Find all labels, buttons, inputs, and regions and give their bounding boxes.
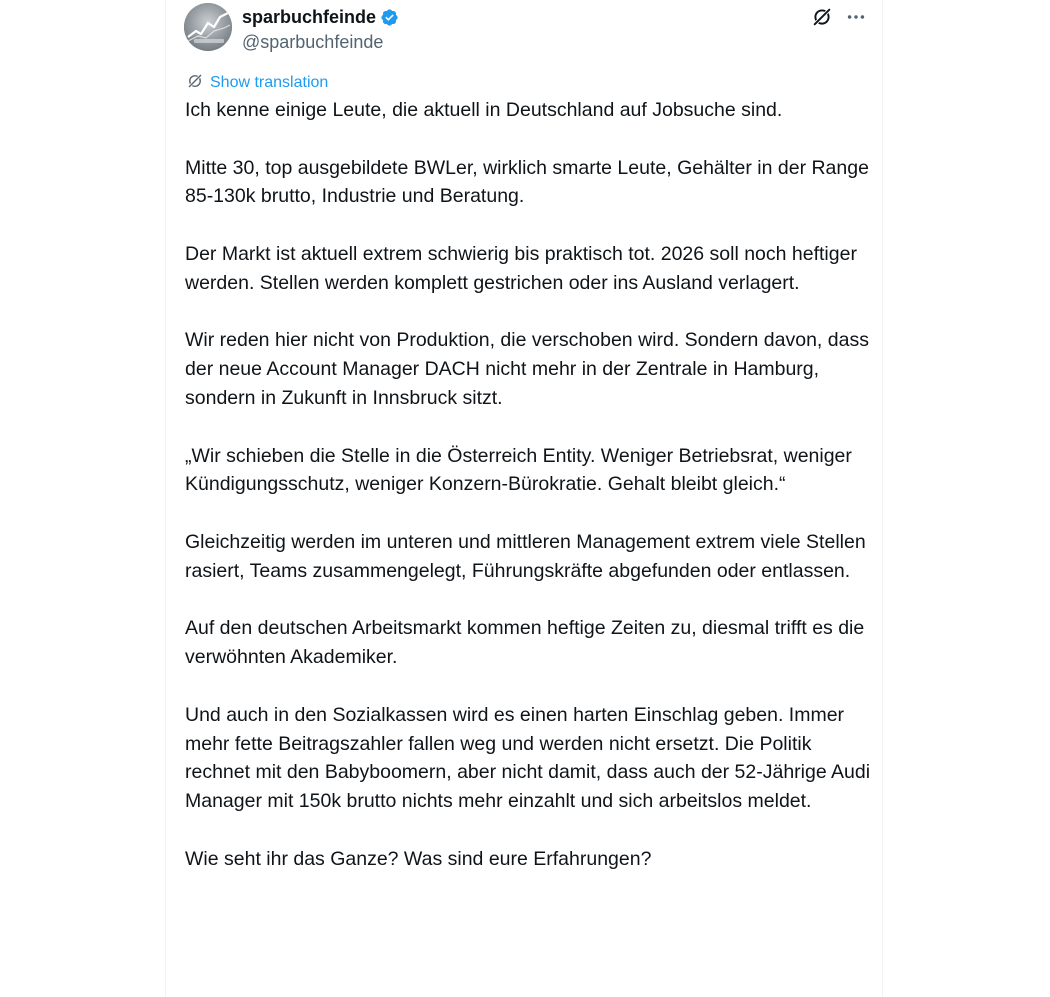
show-translation-label: Show translation (210, 74, 329, 91)
tweet-paragraph: „Wir schieben die Stelle in die Österreich Entity. Weniger Betriebsrat, weniger Kündigungsschutz, weniger Konzern-Bürokratie. Gehalt bleibt gleich.“ (185, 444, 852, 496)
tweet-card (165, 0, 883, 997)
tweet-paragraph: Mitte 30, top ausgebildete BWLer, wirklich smarte Leute, Gehälter in der Range 85-130k brutto, Industrie und Beratung. (185, 156, 869, 208)
name-row (242, 5, 399, 29)
verified-badge-icon[interactable] (380, 8, 399, 27)
tweet-paragraph: Wir reden hier nicht von Produktion, die verschoben wird. Sondern davon, dass der neue Account Manager DACH nicht mehr in der Zentrale in Hamburg, sondern in Zukunft in Innsbruck sitzt. (185, 329, 869, 409)
tweet-paragraph: Ich kenne einige Leute, die aktuell in Deutschland auf Jobsuche sind. (185, 99, 783, 121)
avatar[interactable] (184, 3, 232, 51)
tweet-text (185, 96, 873, 874)
more-icon[interactable] (844, 5, 868, 29)
tweet-header (184, 3, 868, 55)
handle[interactable]: @sparbuchfeinde (242, 32, 384, 52)
grok-icon[interactable] (810, 5, 834, 29)
chart-avatar-icon (184, 3, 232, 51)
user-info (242, 5, 399, 54)
header-actions (810, 5, 868, 29)
tweet-paragraph: Auf den deutschen Arbeitsmarkt kommen heftige Zeiten zu, diesmal trifft es die verwöhnten Akademiker. (185, 617, 865, 669)
tweet-paragraph: Und auch in den Sozialkassen wird es einen harten Einschlag geben. Immer mehr fette Beitragszahler fallen weg und werden nicht ersetzt. Die Politik rechnet mit den Babyboomern, aber nicht damit, dass auch der 52-Jährige Audi Manager mit 150k brutto nichts mehr einzahlt und sich arbeitslos meldet. (185, 703, 871, 813)
tweet-paragraph: Der Markt ist aktuell extrem schwierig bis praktisch tot. 2026 soll noch heftiger werden. Stellen werden komplett gestrichen oder ins Ausland verlagert. (185, 242, 857, 294)
tweet-paragraph: Wie seht ihr das Ganze? Was sind eure Erfahrungen? (185, 847, 652, 870)
display-name[interactable]: sparbuchfeinde (242, 7, 377, 27)
show-translation-button[interactable] (186, 72, 328, 94)
tweet-paragraph: Gleichzeitig werden im unteren und mittleren Management extrem viele Stellen rasiert, Teams zusammengelegt, Führungskräfte abgefunden oder entlassen. (185, 530, 866, 582)
translate-icon (186, 72, 204, 95)
